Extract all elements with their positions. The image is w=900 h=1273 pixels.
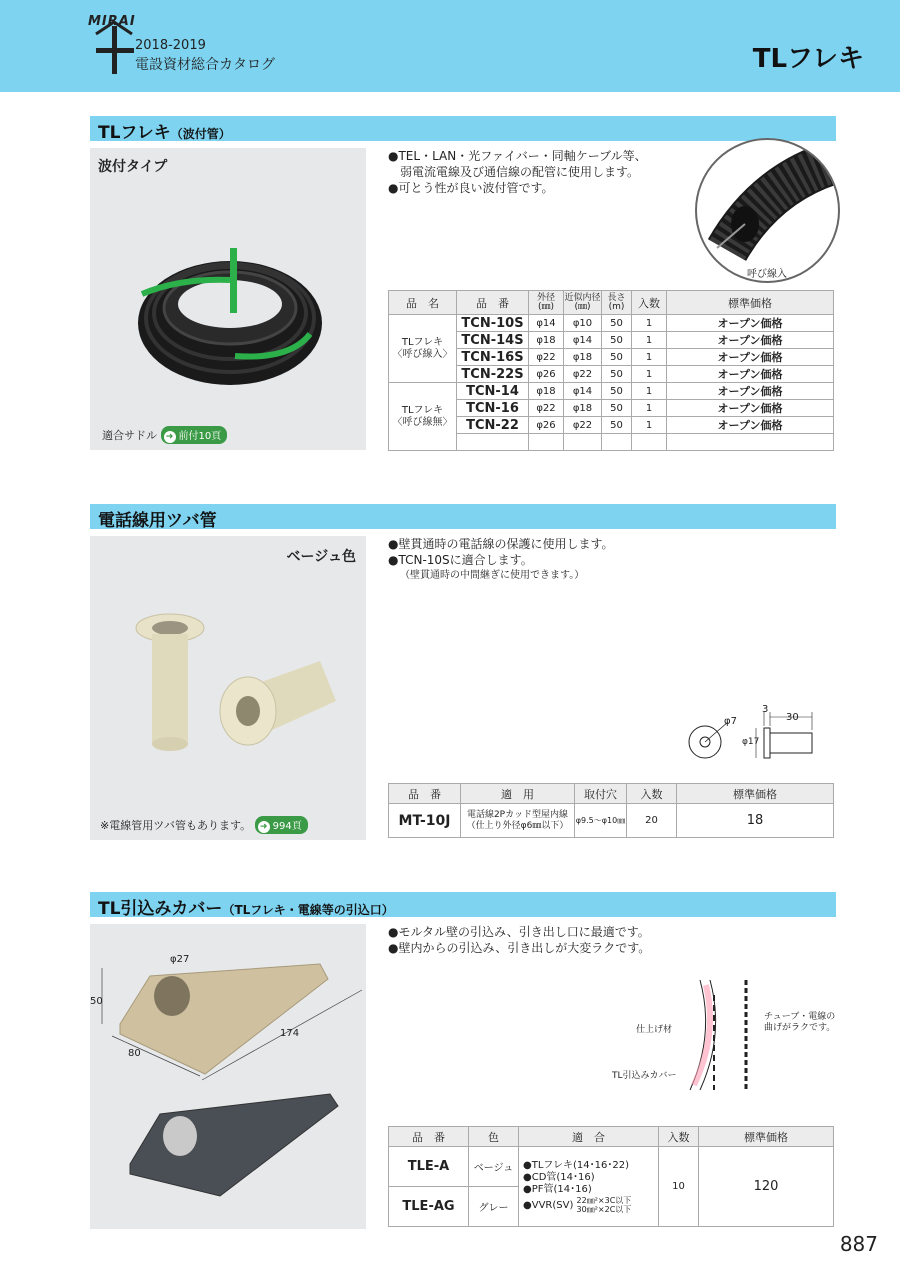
cell: 1 [632, 349, 667, 366]
section-title: 電話線用ツバ管 [98, 511, 217, 531]
dim-label: φ27 [170, 954, 190, 965]
feature-line: ●壁貫通時の電話線の保護に使用します。 [388, 537, 614, 551]
col-header: 品 名 [389, 291, 457, 315]
cell: 1 [632, 332, 667, 349]
col-header: 品 番 [389, 784, 461, 804]
section-title: TLフレキ [98, 123, 171, 143]
product-code: TCN-14 [457, 383, 529, 400]
feature-line: ●TCN-10Sに適合します。 [388, 553, 533, 567]
price-cell: オープン価格 [667, 332, 834, 349]
col-header: 品 番 [457, 291, 529, 315]
cell: 1 [632, 366, 667, 383]
cell: 50 [602, 349, 632, 366]
inset-detail [695, 138, 840, 283]
tube-closeup-image [697, 140, 840, 283]
cover-image [90, 924, 366, 1229]
section-title: TL引込みカバー [98, 899, 223, 919]
fit-item: ●TLフレキ(14･16･22) [523, 1159, 629, 1171]
features-list [388, 536, 828, 584]
cell: φ18 [529, 332, 564, 349]
footnote-page-text: 994頁 [272, 821, 302, 832]
price-cell: オープン価格 [667, 315, 834, 332]
cell: φ14 [564, 332, 602, 349]
feature-line: ●可とう性が良い波付管です。 [388, 181, 554, 195]
price-cell: オープン価格 [667, 400, 834, 417]
saddle-page-text: 前付10頁 [178, 431, 222, 442]
col-header: 適 用 [461, 784, 575, 804]
qty-cell: 20 [627, 804, 677, 838]
cell: φ18 [529, 383, 564, 400]
col-header: 色 [469, 1127, 519, 1147]
vvr-spec: 22㎜²×3C以下 [576, 1195, 632, 1205]
cell: φ18 [564, 349, 602, 366]
photo-label: 波付タイプ [98, 159, 168, 175]
col-header: 近似内径 (㎜) [564, 291, 602, 315]
dim-label: φ17 [742, 737, 760, 747]
table-row [389, 1147, 834, 1187]
cell: φ18 [564, 400, 602, 417]
dim-label: 174 [280, 1028, 300, 1039]
cell: 50 [602, 332, 632, 349]
table-row [389, 315, 834, 332]
product-code: TCN-14S [457, 332, 529, 349]
product-code: TCN-16 [457, 400, 529, 417]
brand-name: MIRAI [88, 14, 136, 29]
product-code: TCN-22 [457, 417, 529, 434]
features-list [388, 148, 698, 196]
col-header: 標準価格 [699, 1127, 834, 1147]
cell: 1 [632, 383, 667, 400]
product-photo-tl-flexi [90, 148, 366, 450]
cell: φ14 [529, 315, 564, 332]
feature-line: 弱電流電線及び通信線の配管に使用します。 [388, 165, 640, 179]
spec-table-cover [388, 1126, 834, 1227]
col-header: 長さ (m) [602, 291, 632, 315]
product-code: MT-10J [389, 804, 461, 838]
catalog-year: 2018-2019 [135, 38, 206, 53]
col-header: 適 合 [519, 1127, 659, 1147]
qty-cell: 10 [659, 1147, 699, 1227]
price-cell: オープン価格 [667, 417, 834, 434]
hole-cell: φ9.5～φ10㎜ [575, 804, 627, 838]
product-code: TCN-22S [457, 366, 529, 383]
col-header: 取付穴 [575, 784, 627, 804]
fits-cell [519, 1147, 659, 1227]
cell: 1 [632, 315, 667, 332]
section-subtitle: （波付管） [170, 127, 231, 141]
install-diagram [670, 975, 770, 1095]
section-cover-bar [90, 892, 836, 917]
product-code: TCN-16S [457, 349, 529, 366]
cell: 1 [632, 417, 667, 434]
diagram-note: チューブ・電線の 曲げがラクです。 [764, 1012, 836, 1033]
feature-line: ●モルタル壁の引込み、引き出し口に最適です。 [388, 925, 650, 939]
page-number: 887 [839, 1232, 878, 1256]
use-cell: 電話線2Pカッド型屋内線 （仕上り外径φ6㎜以下） [461, 804, 575, 838]
catalog-name: 電設資材総合カタログ [135, 57, 275, 73]
feature-note: （壁貫通時の中間継ぎに使用できます。） [400, 570, 585, 581]
dim-label: 80 [128, 1048, 141, 1059]
group-name: TLフレキ 〈呼び線無〉 [389, 383, 457, 451]
tsuba-image [130, 606, 350, 776]
product-code: TCN-10S [457, 315, 529, 332]
cell: φ26 [529, 417, 564, 434]
cell: 1 [632, 400, 667, 417]
coil-image [130, 238, 330, 408]
cell: 50 [602, 400, 632, 417]
feature-line: ●TEL・LAN・光ファイバー・同軸ケーブル等、 [388, 149, 647, 163]
features-list [388, 924, 828, 956]
saddle-label: 適合サドル [102, 429, 157, 442]
vvr-spec: 30㎜²×2C以下 [576, 1204, 632, 1214]
saddle-page-link[interactable]: ➜ 前付10頁 [161, 426, 228, 444]
spec-table-tsuba [388, 783, 834, 838]
col-header: 外径 (㎜) [529, 291, 564, 315]
product-code: TLE-AG [389, 1187, 469, 1227]
col-header: 品 番 [389, 1127, 469, 1147]
col-header: 入数 [659, 1127, 699, 1147]
dim-label: φ7 [724, 716, 737, 727]
fit-item: ●PF管(14･16) [523, 1183, 592, 1195]
fit-item: ●VVR(SV) [523, 1199, 574, 1211]
dim-label: 3 [762, 704, 769, 715]
table-row [389, 804, 834, 838]
cell: φ22 [564, 366, 602, 383]
price-cell: オープン価格 [667, 349, 834, 366]
diagram-label-finish: 仕上げ材 [636, 1025, 673, 1035]
col-header: 標準価格 [667, 291, 834, 315]
cell: φ22 [564, 417, 602, 434]
section-tsuba-bar [90, 504, 836, 529]
fit-item: ●CD管(14･16) [523, 1171, 595, 1183]
section-subtitle: （TLフレキ・電線等の引込口） [222, 903, 394, 917]
cell: 50 [602, 417, 632, 434]
group-name: TLフレキ 〈呼び線入〉 [389, 315, 457, 383]
page-title: TLフレキ [752, 44, 864, 74]
col-header: 入数 [632, 291, 667, 315]
cell: φ22 [529, 349, 564, 366]
section-tl-flexi-bar [90, 116, 836, 141]
spec-table-tl-flexi [388, 290, 834, 451]
cell: φ10 [564, 315, 602, 332]
price-cell: 18 [677, 804, 834, 838]
inset-label: 呼び線入 [747, 269, 787, 280]
cell: 50 [602, 366, 632, 383]
product-code: TLE-A [389, 1147, 469, 1187]
price-cell: 120 [699, 1147, 834, 1227]
table-row [389, 383, 834, 400]
cell: 50 [602, 315, 632, 332]
product-photo-cover [90, 924, 366, 1229]
cell: φ26 [529, 366, 564, 383]
color-cell: ベージュ [469, 1147, 519, 1187]
dim-label: 50 [90, 996, 103, 1007]
color-label: ベージュ色 [286, 549, 356, 565]
cell: φ14 [564, 383, 602, 400]
color-cell: グレー [469, 1187, 519, 1227]
footnote-page-link[interactable]: ➜ 994頁 [255, 816, 308, 834]
dim-label: 30 [786, 712, 799, 723]
product-photo-tsuba [90, 536, 366, 840]
feature-line: ●壁内からの引込み、引き出しが大変ラクです。 [388, 941, 651, 955]
col-header: 標準価格 [677, 784, 834, 804]
footnote: ※電線管用ツバ管もあります。 [100, 819, 252, 832]
col-header: 入数 [627, 784, 677, 804]
diagram-label-cover: TL引込みカバー [612, 1071, 677, 1081]
price-cell: オープン価格 [667, 383, 834, 400]
cell: φ22 [529, 400, 564, 417]
cell: 50 [602, 383, 632, 400]
price-cell: オープン価格 [667, 366, 834, 383]
